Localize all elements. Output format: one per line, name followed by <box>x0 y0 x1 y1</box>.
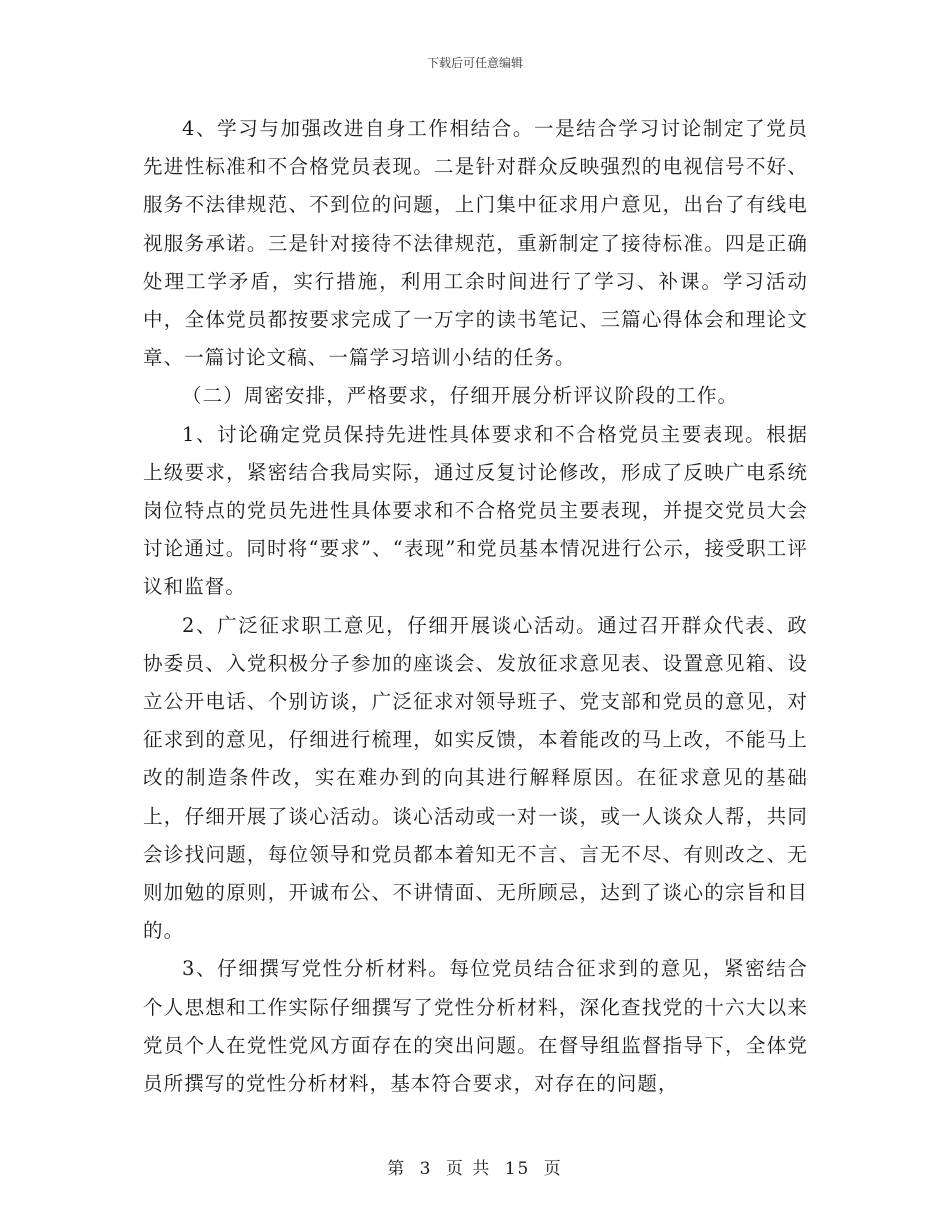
paragraph: 4、学习与加强改进自身工作相结合。一是结合学习讨论制定了党员先进性标准和不合格党员表现。二是针对群众反映强烈的电视信号不好、服务不法律规范、不到位的问题，上门集中征求用户意见，出台了有线电视服务承诺。三是针对接待不法律规范，重新制定了接待标准。四是正确处理工学矛盾，实行措施，利用工余时间进行了学习、补课。学习活动中，全体党员都按要求完成了一万字的读书笔记、三篇心得体会和理论文章、一篇讨论文稿、一篇学习培训小结的任务。 <box>143 117 808 370</box>
paragraph: 3、仔细撰写党性分析材料。每位党员结合征求到的意见，紧密结合个人思想和工作实际仔细撰写了党性分析材料，深化查找党的十六大以来党员个人在党性党风方面存在的突出问题。在督导组监督指导下，全体党员所撰写的党性分析材料，基本符合要求，对存在的问题， <box>143 957 808 1096</box>
section-heading: （二）周密安排，严格要求，仔细开展分析评议阶段的工作。 <box>182 384 739 408</box>
current-page-number: 3 <box>419 1159 433 1179</box>
paragraph: 2、广泛征求职工意见，仔细开展谈心活动。通过召开群众代表、政协委员、入党积极分子参加的座谈会、发放征求意见表、设置意见箱、设立公开电话、个别访谈，广泛征求对领导班子、党支部和党员的意见，对征求到的意见，仔细进行梳理，如实反馈，本着能改的马上改，不能马上改的制造条件改，实在难办到的向其进行解释原因。在征求意见的基础上，仔细开展了谈心活动。谈心活动或一对一谈，或一人谈众人帮，共同会诊找问题，每位领导和党员都本着知无不言、言无不尽、有则改之、无则加勉的原则，开诚布公、不讲情面、无所顾忌，达到了谈心的宗旨和目的。 <box>143 613 808 943</box>
page-header: 下载后可任意编辑 <box>426 56 523 70</box>
document-body <box>143 110 808 1103</box>
page-footer <box>0 1154 950 1179</box>
paragraph: 1、讨论确定党员保持先进性具体要求和不合格党员主要表现。根据上级要求，紧密结合我局实际，通过反复讨论修改，形成了反映广电系统岗位特点的党员先进性具体要求和不合格党员主要表现，并提交党员大会讨论通过。同时将“要求”、“表现”和党员基本情况进行公示，接受职工评议和监督。 <box>143 422 808 599</box>
total-pages-number: 15 <box>504 1159 531 1179</box>
footer-label-of: 页 共 <box>445 1159 492 1179</box>
footer-label-end: 页 <box>543 1159 563 1179</box>
footer-label-page: 第 <box>387 1159 407 1179</box>
